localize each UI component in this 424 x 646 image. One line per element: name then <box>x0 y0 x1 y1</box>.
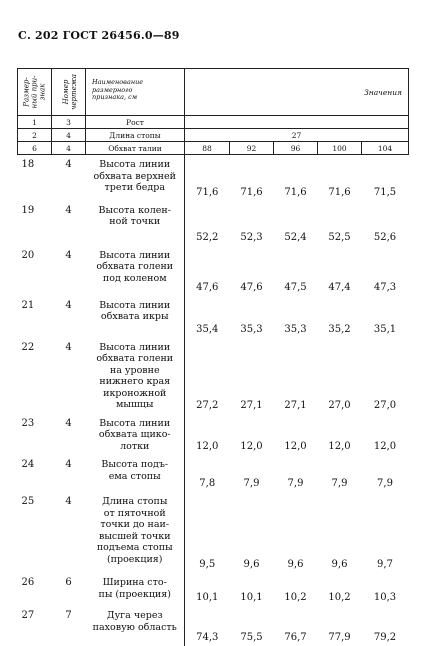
row-feature-name: Ширина сто- пы (проекция) <box>86 573 185 606</box>
col-head-size-feature <box>18 69 52 116</box>
row-value-1: 47,6 <box>230 246 274 296</box>
row-value-3: 12,0 <box>318 414 362 456</box>
table-row <box>18 155 409 201</box>
row-value-2: 47,5 <box>274 246 318 296</box>
row-value-3: 7,9 <box>318 455 362 492</box>
row-value-1: 71,6 <box>230 155 274 201</box>
row-6-num: 6 <box>18 142 52 155</box>
row-value-1: 7,9 <box>230 455 274 492</box>
table-row <box>18 573 409 606</box>
row-value-0: 10,1 <box>185 573 230 606</box>
row-value-3: 77,9 <box>318 606 362 646</box>
row-number: 23 <box>18 414 52 456</box>
size-92: 92 <box>230 142 274 155</box>
size-100: 100 <box>318 142 362 155</box>
row-value-4: 27,0 <box>362 338 409 414</box>
size-96: 96 <box>274 142 318 155</box>
row-number: 27 <box>18 606 52 646</box>
row-2-num: 2 <box>18 129 52 142</box>
row-drawing-number: 4 <box>52 155 86 201</box>
row-feature-name: Высота линии обхвата голени под коленом <box>86 246 185 296</box>
row-number: 26 <box>18 573 52 606</box>
row-number: 22 <box>18 338 52 414</box>
row-feature-name: Высота линии обхвата щико- лотки <box>86 414 185 456</box>
row-drawing-number: 4 <box>52 338 86 414</box>
size-104: 104 <box>362 142 409 155</box>
row-value-3: 35,2 <box>318 296 362 338</box>
row-feature-name: Длина стопы от пяточной точки до наи- высшей точки подъема стопы (проекция) <box>86 492 185 573</box>
row-value-0: 7,8 <box>185 455 230 492</box>
row-feature-name: Высота линии обхвата голени на уровне нижнего края икроножной мышцы <box>86 338 185 414</box>
table-row <box>18 201 409 246</box>
row-value-4: 10,3 <box>362 573 409 606</box>
table-row <box>18 338 409 414</box>
row-value-0: 35,4 <box>185 296 230 338</box>
row-1-num: 1 <box>18 116 52 129</box>
row-number: 20 <box>18 246 52 296</box>
row-value-4: 9,7 <box>362 492 409 573</box>
row-value-4: 52,6 <box>362 201 409 246</box>
row-value-4: 12,0 <box>362 414 409 456</box>
table-row <box>18 246 409 296</box>
row-6-drawing: 4 <box>52 142 86 155</box>
row-feature-name: Дуга через паховую область <box>86 606 185 646</box>
row-2-name: Длина стопы <box>86 129 185 142</box>
row-value-4: 79,2 <box>362 606 409 646</box>
table-row <box>18 296 409 338</box>
row-6-name: Обхват талии <box>86 142 185 155</box>
row-value-2: 12,0 <box>274 414 318 456</box>
row-1-drawing: 3 <box>52 116 86 129</box>
col-head-values: Значения <box>185 69 409 116</box>
row-number: 25 <box>18 492 52 573</box>
table-row <box>18 455 409 492</box>
row-feature-name: Высота линии обхвата икры <box>86 296 185 338</box>
row-value-1: 27,1 <box>230 338 274 414</box>
row-value-3: 9,6 <box>318 492 362 573</box>
row-value-3: 47,4 <box>318 246 362 296</box>
page-header: С. 202 ГОСТ 26456.0—89 <box>18 29 180 42</box>
row-value-0: 27,2 <box>185 338 230 414</box>
row-feature-name: Высота колен- ной точки <box>86 201 185 246</box>
row-value-1: 75,5 <box>230 606 274 646</box>
row-number: 21 <box>18 296 52 338</box>
row-drawing-number: 4 <box>52 246 86 296</box>
row-value-2: 35,3 <box>274 296 318 338</box>
row-2-drawing: 4 <box>52 129 86 142</box>
row-value-4: 47,3 <box>362 246 409 296</box>
row-value-1: 9,6 <box>230 492 274 573</box>
row-value-1: 52,3 <box>230 201 274 246</box>
row-2-value: 27 <box>185 129 409 142</box>
row-value-1: 35,3 <box>230 296 274 338</box>
row-value-1: 12,0 <box>230 414 274 456</box>
table-row <box>18 492 409 573</box>
table-row <box>18 414 409 456</box>
row-drawing-number: 4 <box>52 455 86 492</box>
row-drawing-number: 4 <box>52 201 86 246</box>
row-value-0: 9,5 <box>185 492 230 573</box>
row-value-2: 7,9 <box>274 455 318 492</box>
row-value-0: 47,6 <box>185 246 230 296</box>
row-value-0: 12,0 <box>185 414 230 456</box>
table-row <box>18 606 409 646</box>
row-number: 19 <box>18 201 52 246</box>
row-drawing-number: 4 <box>52 414 86 456</box>
row-drawing-number: 7 <box>52 606 86 646</box>
row-drawing-number: 4 <box>52 296 86 338</box>
table-body <box>18 155 409 646</box>
size-88: 88 <box>185 142 230 155</box>
row-feature-name: Высота линии обхвата верхней трети бедра <box>86 155 185 201</box>
row-drawing-number: 6 <box>52 573 86 606</box>
row-value-3: 71,6 <box>318 155 362 201</box>
row-value-4: 35,1 <box>362 296 409 338</box>
row-value-3: 10,2 <box>318 573 362 606</box>
row-number: 24 <box>18 455 52 492</box>
row-number: 18 <box>18 155 52 201</box>
data-table <box>17 68 409 646</box>
row-value-0: 52,2 <box>185 201 230 246</box>
col-head-name: Наименование размерного признака, см <box>86 69 185 116</box>
row-value-2: 9,6 <box>274 492 318 573</box>
row-drawing-number: 4 <box>52 492 86 573</box>
row-value-4: 7,9 <box>362 455 409 492</box>
row-1-value <box>185 116 409 129</box>
col-head-size-feature-text: Размер- ный при- знак <box>22 76 46 109</box>
data-table-container <box>17 68 408 646</box>
row-1-name: Рост <box>86 116 185 129</box>
row-value-0: 71,6 <box>185 155 230 201</box>
col-head-drawing <box>52 69 86 116</box>
row-value-0: 74,3 <box>185 606 230 646</box>
row-value-2: 27,1 <box>274 338 318 414</box>
row-value-2: 52,4 <box>274 201 318 246</box>
row-value-2: 71,6 <box>274 155 318 201</box>
row-feature-name: Высота подъ- ема стопы <box>86 455 185 492</box>
row-value-2: 76,7 <box>274 606 318 646</box>
row-value-3: 52,5 <box>318 201 362 246</box>
row-value-2: 10,2 <box>274 573 318 606</box>
col-head-drawing-text: Номер чертежа <box>62 74 78 110</box>
row-value-3: 27,0 <box>318 338 362 414</box>
row-value-1: 10,1 <box>230 573 274 606</box>
row-value-4: 71,5 <box>362 155 409 201</box>
